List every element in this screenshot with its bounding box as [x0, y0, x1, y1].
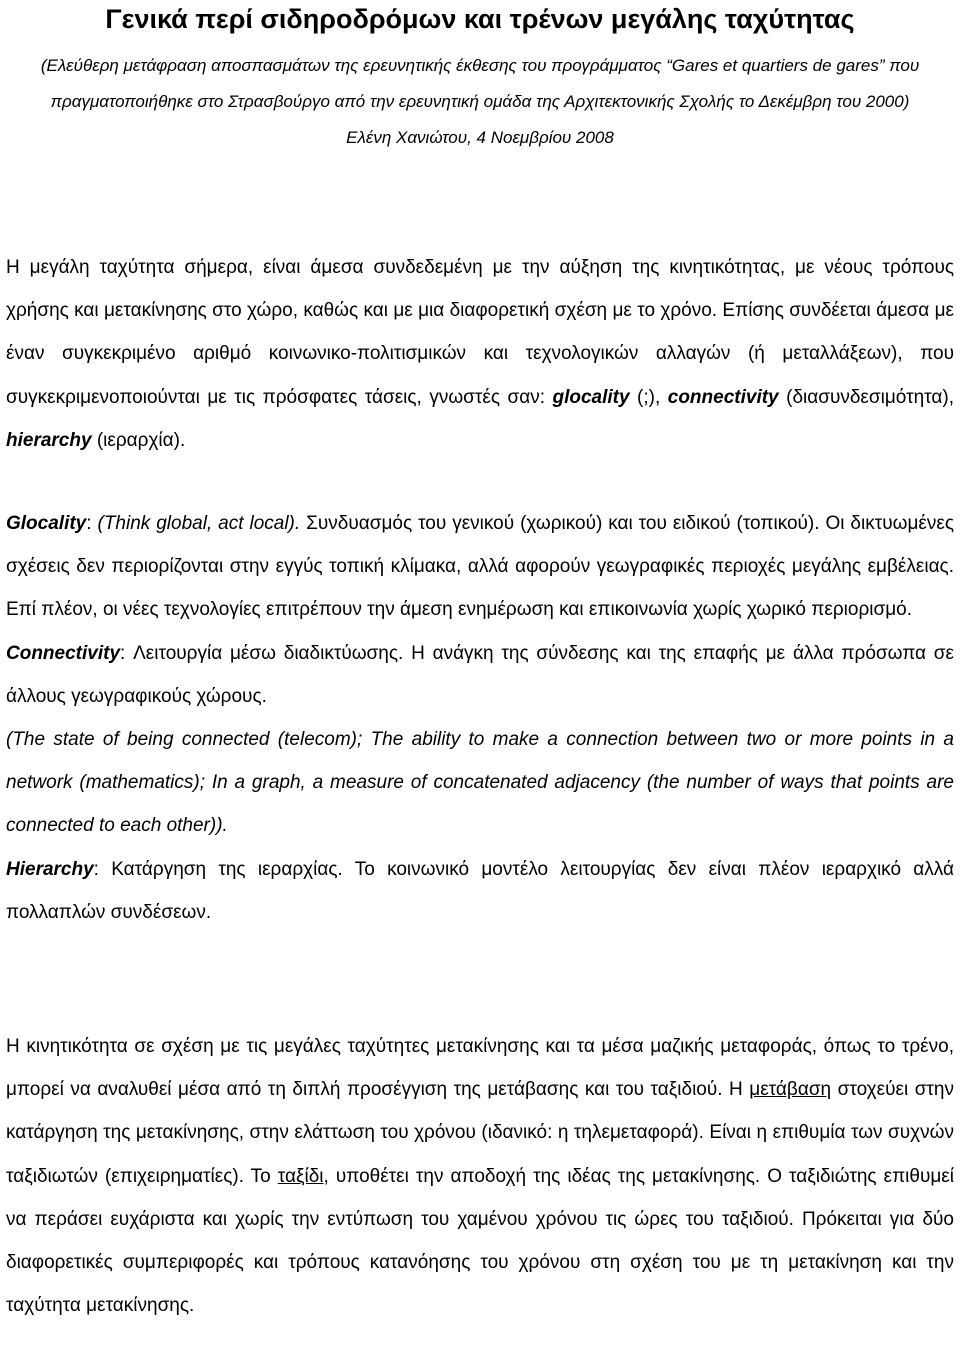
intro-text-3: (διασυνδεσιμότητα), [778, 386, 954, 408]
definition-connectivity [6, 632, 954, 718]
glocality-description: Συνδυασμός του γενικού (χωρικού) και του ειδικού (τοπικού). Οι δικτυωμένες σχέσεις δεν περιορίζονται στην εγγύς τοπική κλίμακα, αλλά αφορούν γεωγραφικές περιοχές μεγάλης εμβέλειας. Επί πλέον, οι νέες τεχνολογίες επιτρέπουν την άμεση ενημέρωση και επικοινωνία χωρίς χωρικό περιορισμό. [6, 513, 955, 621]
glocality-motto: (Think global, act local). [91, 513, 301, 534]
subtitle-line-1: (Ελεύθερη μετάφραση αποσπασμάτων της ερευνητικής έκθεσης του προγράμματος “Gares et quartiers de gares” που [40, 56, 920, 75]
intro-text-2: (;), [629, 386, 668, 408]
subtitle-line-2: πραγματοποιήθηκε στο Στρασβούργο από την ερευνητική ομάδα της Αρχιτεκτονικής Σχολής το Δεκέμβρη του 2000) [50, 92, 910, 111]
term-connectivity: Connectivity [6, 642, 121, 664]
hierarchy-description: : Κατάργηση της ιεραρχίας. Το κοινωνικό μοντέλο λειτουργίας δεν είναι πλέον ιεραρχικό αλλά πολλαπλών συνδέσεων. [6, 858, 954, 923]
definitions-section [6, 502, 954, 934]
intro-text-4: (ιεραρχία). [91, 429, 186, 451]
term-transition: μετάβαση [749, 1079, 832, 1101]
keyword-hierarchy: hierarchy [6, 429, 92, 451]
term-hierarchy: Hierarchy [6, 858, 94, 880]
mobility-text-2: στοχεύει στην κατάργηση της μετακίνησης, στην ελάττωση του χρόνου (ιδανικό: η τηλεμεταφορά). Είναι η επιθυμία των συχνών ταξιδιωτών (επιχειρηματίες). Το [6, 1079, 954, 1187]
definition-glocality [6, 502, 954, 632]
mobility-text-3: , υποθέτει την αποδοχή της ιδέας της μετακίνησης. Ο ταξιδιώτης επιθυμεί να περάσει ευχάριστα και χωρίς την εντύπωση του χαμένου χρόνου τις ώρες του ταξιδιού. Πρόκειται για δύο διαφορετικές συμπεριφορές και τρόπους κατανόησης του χρόνου στη σχέση του με τη μετακίνηση και την ταχύτητα μετακίνησης. [6, 1165, 954, 1317]
intro-text-1: Η μεγάλη ταχύτητα σήμερα, είναι άμεσα συνδεδεμένη με την αύξηση της κινητικότητας, με νέους τρόπους χρήσης και μετακίνησης στο χώρο, καθώς και με μια διαφορετική σχέση με το χρόνο. Επίσης συνδέεται άμεσα με έναν συγκεκριμένο αριθμό κοινωνικο-πολιτισμικών και τεχνολογικών αλλαγών (ή μεταλλάξεων), που συγκεκριμενοποιούνται με τις πρόσφατες τάσεις, γνωστές σαν: [6, 257, 954, 408]
keyword-glocality: glocality [552, 386, 630, 408]
definition-hierarchy [6, 848, 954, 934]
connectivity-description: : Λειτουργία μέσω διαδικτύωσης. Η ανάγκη της σύνδεσης και της επαφής με άλλα πρόσωπα σε άλλους γεωγραφικούς χώρους. [6, 642, 954, 707]
connectivity-english-definition: (The state of being connected (telecom); The ability to make a connection between two or more points in a network (mathematics); In a graph, a measure of concatenated adjacency (the number of ways that points are connected to each other)). [6, 729, 954, 837]
intro-paragraph [6, 246, 954, 462]
document-title: Γενικά περί σιδηροδρόμων και τρένων μεγάλης ταχύτητας [105, 4, 855, 34]
mobility-text-1: Η κινητικότητα σε σχέση με τις μεγάλες ταχύτητες μετακίνησης και τα μέσα μαζικής μεταφοράς, όπως το τρένο, μπορεί να αναλυθεί μέσα από τη διπλή προσέγγιση της μετάβασης και του ταξιδιού. Η [6, 1036, 954, 1101]
mobility-paragraph [6, 1025, 954, 1327]
author-date: Ελένη Χανιώτου, 4 Νοεμβρίου 2008 [346, 128, 614, 147]
keyword-connectivity: connectivity [667, 386, 779, 408]
term-glocality: Glocality [6, 513, 87, 534]
term-journey: ταξίδι [277, 1165, 324, 1187]
glocality-colon: : [86, 513, 92, 534]
